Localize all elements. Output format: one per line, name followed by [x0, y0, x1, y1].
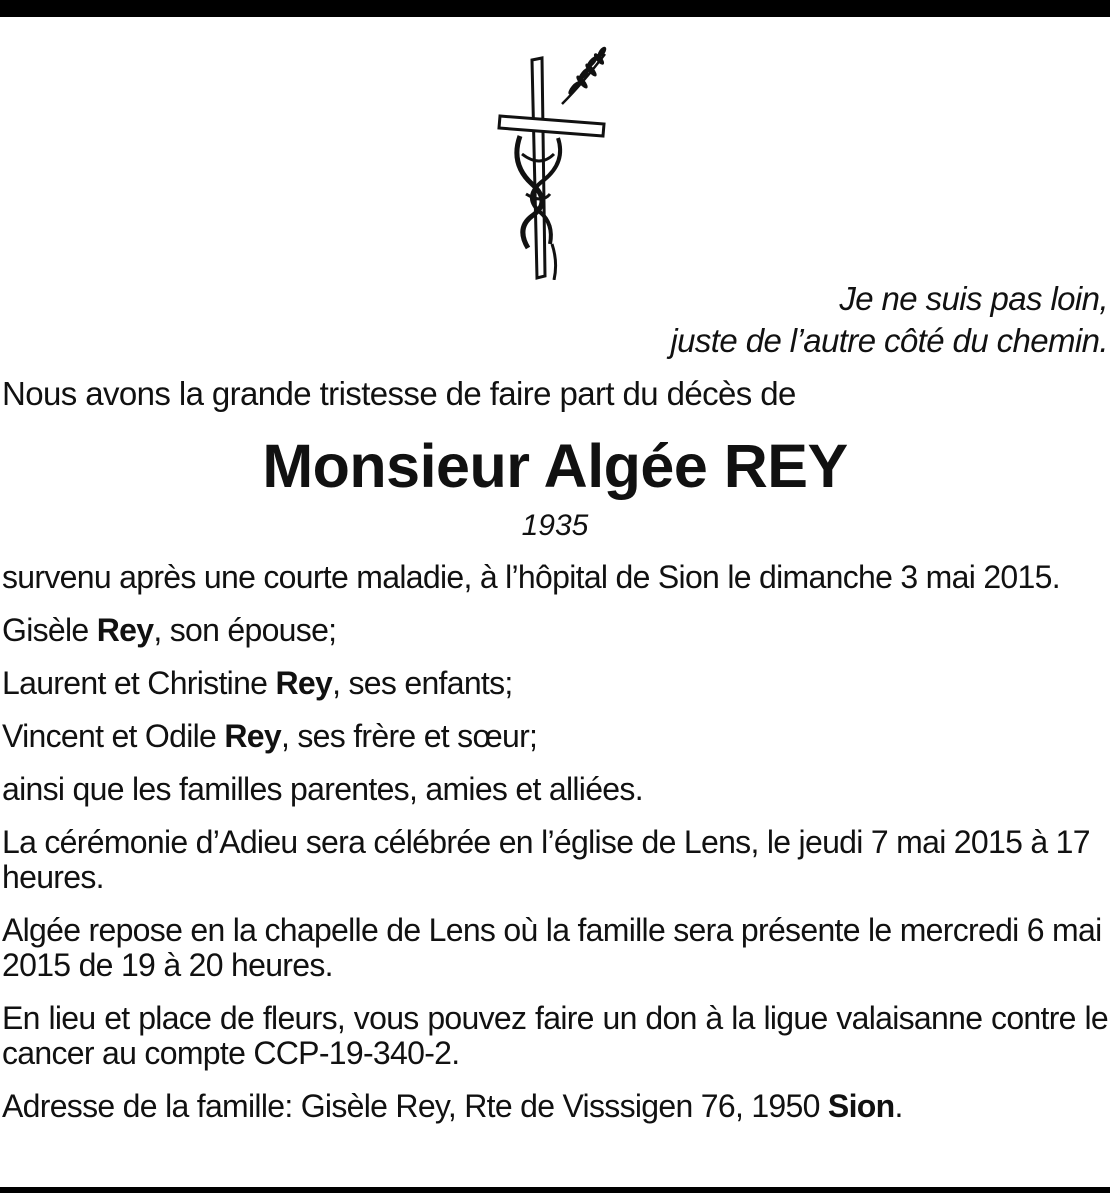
address-city: Sion — [827, 1088, 895, 1124]
epigraph — [670, 278, 1108, 362]
relatives-text: ainsi que les familles parentes, amies et alliées. — [2, 771, 643, 807]
cross-with-wheat-icon — [492, 44, 622, 280]
family-surname: Rey — [224, 718, 281, 754]
epigraph-line-2: juste de l’autre côté du chemin. — [670, 322, 1108, 359]
family-address: Adresse de la famille: Gisèle Rey, Rte de Visssigen 76, 1950 Sion. — [2, 1088, 903, 1124]
family-surname: Rey — [96, 612, 154, 648]
top-border — [0, 0, 1110, 17]
family-member-line: Vincent et Odile Rey, ses frère et sœur; — [2, 718, 538, 754]
epigraph-line-1: Je ne suis pas loin, — [839, 280, 1108, 317]
obituary-body — [2, 560, 1108, 1142]
ceremony-text: La cérémonie d’Adieu sera célébrée en l’église de Lens, le jeudi 7 mai 2015 à 17 heures. — [2, 824, 1090, 895]
donation-text: En lieu et place de fleurs, vous pouvez faire un don à la ligue valaisanne contre le cancer au compte CCP-19-340-2. — [2, 1000, 1108, 1071]
viewing-text: Algée repose en la chapelle de Lens où la famille sera présente le mercredi 6 mai 2015 de 19 à 20 heures. — [2, 912, 1102, 983]
circumstances-text: survenu après une courte maladie, à l’hôpital de Sion le dimanche 3 mai 2015. — [2, 559, 1060, 595]
bottom-border — [0, 1187, 1110, 1193]
family-member-line: Gisèle Rey, son épouse; — [2, 612, 337, 648]
deceased-name: Monsieur Algée REY — [262, 432, 848, 500]
birth-year: 1935 — [521, 509, 589, 542]
announcement-intro: Nous avons la grande tristesse de faire part du décès de — [2, 375, 796, 412]
family-member-line: Laurent et Christine Rey, ses enfants; — [2, 665, 513, 701]
family-surname: Rey — [275, 665, 333, 701]
